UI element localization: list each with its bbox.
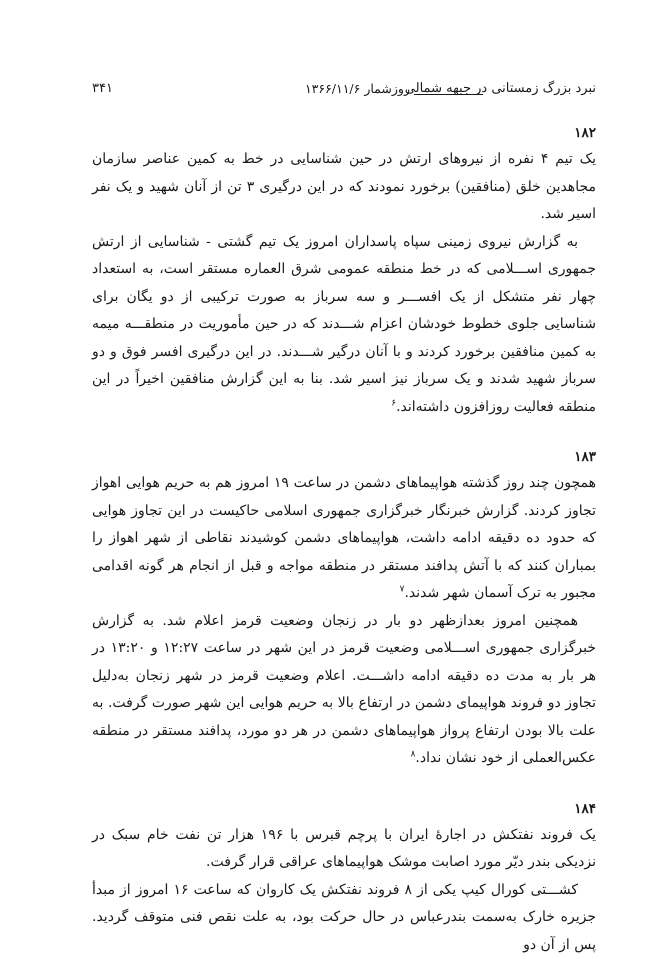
section-183 (92, 444, 596, 773)
page-number: ۳۴۱ (92, 78, 113, 100)
paragraph (92, 470, 596, 608)
paragraph (92, 608, 596, 773)
running-head-title: نبرد بزرگ زمستانی در جبهه شمالی (405, 78, 596, 100)
running-head-date: روزشمار ۱۳۶۶/۱۱/۶ (305, 78, 410, 100)
footnote-ref: ۸ (411, 749, 416, 759)
footnote-ref: ۶ (391, 398, 396, 408)
paragraph-text: یک تیم ۴ نفره از نیروهای ارتش در حین شناسایی در خط به کمین عناصر سازمان مجاهدین خلق (منافقین) برخورد نمودند که در این درگیری ۳ تن از آنان شهید و یک نفر اسیر شد. (92, 151, 596, 222)
paragraph (92, 822, 596, 877)
section-184 (92, 796, 596, 959)
paragraph-text: همچون چند روز گذشته هواپیماهای دشمن در ساعت ۱۹ امروز هم به حریم هوایی اهواز تجاوز کردند. گزارش خبرنگار خبرگزاری جمهوری اسلامی حاکیست در این تجاوز هوایی که حدود ده دقیقه ادامه داشت، هواپیماهای دشمن کوشیدند نقاطی از شهر اهواز را بمباران کنند که با آتش پدافند مستقر در منطقه مواجه و قبل از انجام هر گونه اقدامی مجبور به ترک آسمان شهر شدند. (92, 475, 596, 601)
footnote-ref: ۷ (400, 584, 405, 594)
section-number: ۱۸۴ (92, 796, 596, 822)
section-182 (92, 120, 596, 421)
paragraph (92, 146, 596, 229)
running-head-rule (414, 94, 483, 95)
paragraph-text: به گزارش نیروی زمینی سپاه پاسداران امروز یک تیم گشتی - شناسایی از ارتش جمهوری اســـلامی که در خط منطقه عمومی شرق العماره مستقر است، به استعداد چهار نفر متشکل از یک افســـر و سه سرباز به صورت ترکیبی از دو یگان برای شناسایی جلوی خطوط خودشان اعزام شـــدند که در حین مأموریت در منطقـــه میمه به کمین منافقین برخورد کردند و با آنان درگیر شـــدند. در این درگیری افسر فوق و دو سرباز شهید شدند و یک سرباز نیز اسیر شد. بنا به این گزارش منافقین اخیراً در این منطقه فعالیت روزافزون داشته‌اند. (92, 234, 596, 415)
running-head (92, 78, 596, 100)
paragraph-text: یک فروند نفتکش در اجارهٔ ایران با پرچم قبرس با ۱۹۶ هزار تن نفت خام سبک در نزدیکی بندر دیّر مورد اصابت موشک هواپیماهای عراقی قرار گرفت. (92, 827, 596, 871)
page-body (92, 120, 596, 959)
paragraph-text: کشـــتی کورال کیپ یکی از ۸ فروند نفتکش یک کاروان که ساعت ۱۶ امروز از مبدأ جزیره خارک به‌سمت بندرعباس در حال حرکت بود، به علت نقص فنی متوقف گردید. پس از آن دو (92, 882, 596, 953)
section-spacer (92, 773, 596, 796)
paragraph (92, 877, 596, 959)
paragraph (92, 229, 596, 422)
section-number: ۱۸۳ (92, 444, 596, 470)
section-spacer (92, 421, 596, 444)
section-number: ۱۸۲ (92, 120, 596, 146)
paragraph-text: همچنین امروز بعدازظهر دو بار در زنجان وضعیت قرمز اعلام شد. به گزارش خبرگزاری جمهوری اســـلامی وضعیت قرمز در این شهر در ساعت ۱۲:۲۷ و ۱۳:۲۰ در هر بار به مدت ده دقیقه ادامه داشـــت. اعلام وضعیت قرمز در شهر زنجان به‌دلیل تجاوز دو فروند هواپیمای دشمن در ارتفاع بالا به حریم هوایی این شهر صورت گرفت. به علت بالا بودن ارتفاع پرواز هواپیماهای دشمن در هر دو مورد، پدافند مستقر در منطقه عکس‌العملی از خود نشان نداد. (92, 613, 596, 767)
